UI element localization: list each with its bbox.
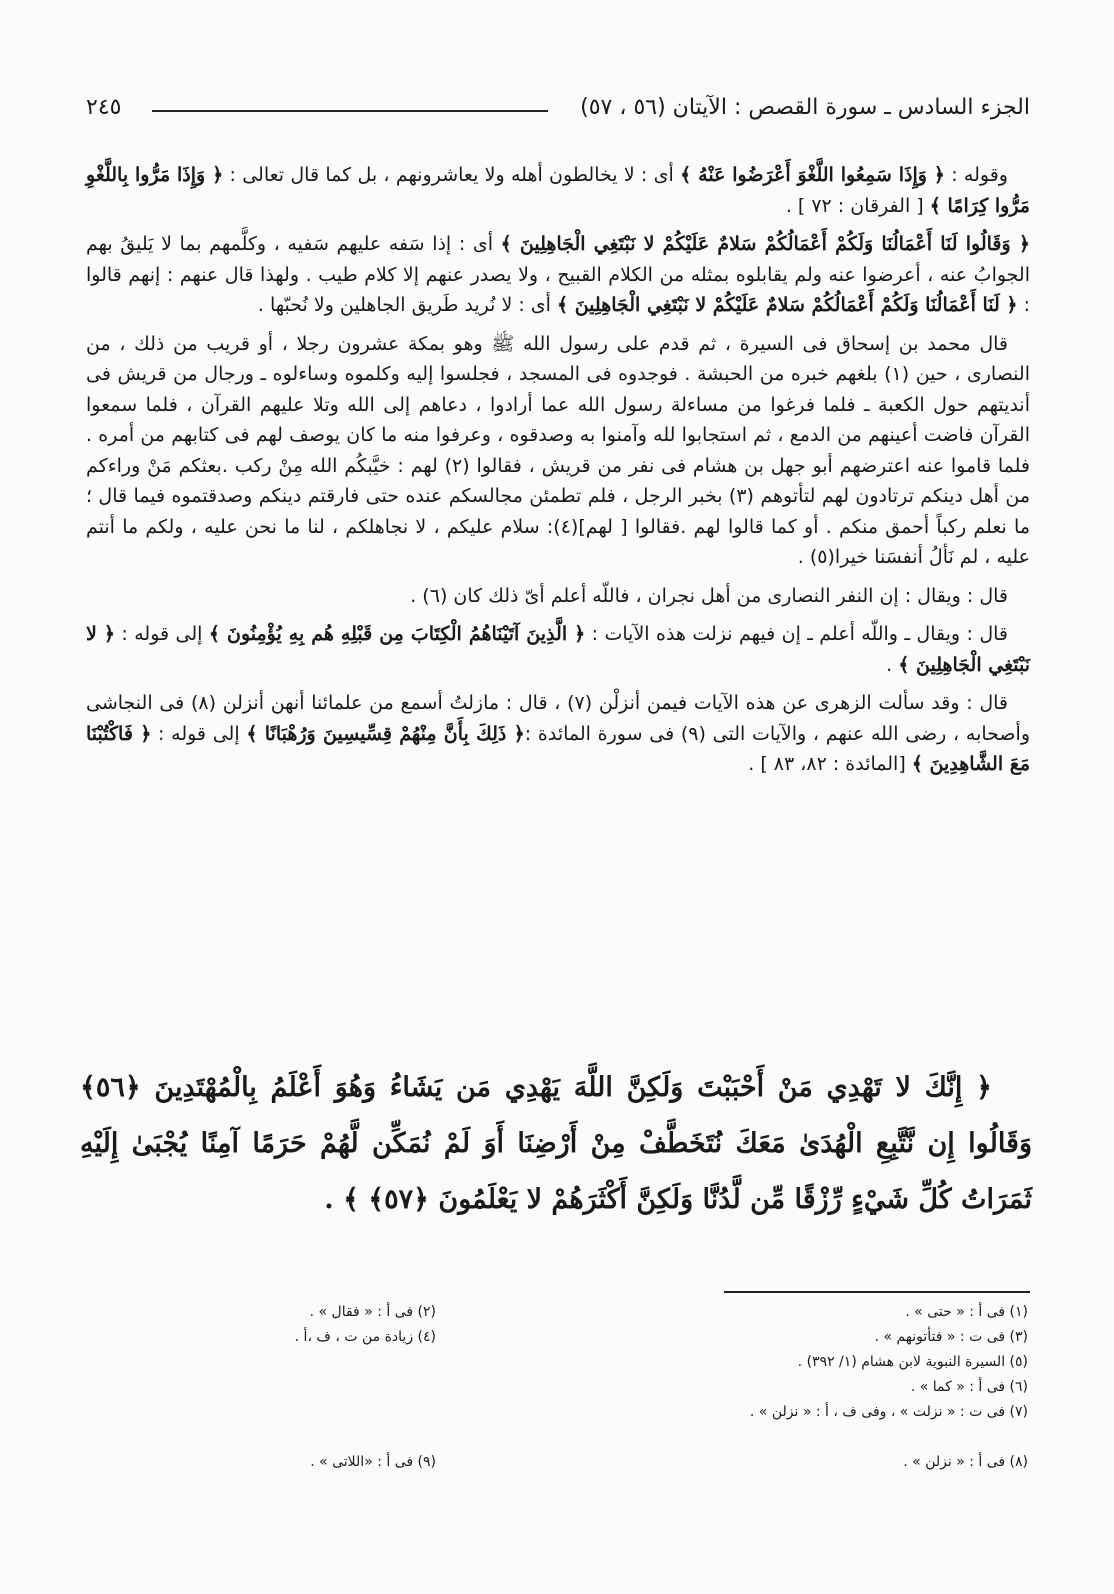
paragraph-text: [ الفرقان : ٧٢ ] . — [785, 194, 930, 217]
quran-verse-block: ﴿ إِنَّكَ لا تَهْدِي مَنْ أَحْبَبْتَ وَلَكِنَّ اللَّهَ يَهْدِي مَن يَشَاءُ وَهُوَ أَعْلَمُ بِالْمُهْتَدِينَ ﴿٥٦﴾ وَقَالُوا إِن نَّتَّبِعِ الْهُدَىٰ مَعَكَ نُتَخَطَّفْ مِنْ أَرْضِنَا أَوَ لَمْ نُمَكِّن لَّهُمْ حَرَمًا آمِنًا يُجْبَىٰ إِلَيْهِ ثَمَرَاتُ كُلِّ شَيْءٍ رِّزْقًا مِّن لَّدُنَّا وَلَكِنَّ أَكْثَرَهُمْ لا يَعْلَمُونَ ﴿٥٧﴾ ﴾ . — [80, 1072, 1032, 1215]
footnote: (٣) فى ت : « فتأتونهم » . — [874, 1329, 1028, 1345]
footnote: (٢) فى أ : « فقال » . — [309, 1304, 436, 1320]
footnote: (٩) فى أ : «اللاتى » . — [310, 1454, 436, 1470]
paragraph-p5 — [86, 619, 1030, 680]
quran-quote: ﴿ لا نَبْتَغِي الْجَاهِلِينَ ﴾ — [86, 623, 1030, 676]
paragraph-p1 — [86, 160, 1030, 221]
paragraph-p6 — [86, 688, 1030, 780]
paragraph-text: قال محمد بن إسحاق فى السيرة ، ثم قدم على رسول الله ﷺ وهو بمكة عشرون رجلا ، أو قريب من ذلك ، من النصارى ، حين (١) بلغهم خبره من الحبشة . فوجدوه فى المسجد ، فجلسوا إليه وكلموه وساءلوه ـ ورجال من قريش فى أنديتهم حول الكعبة ـ فلما فرغوا من مساءلة رسول الله عما أرادوا ، دعاهم إلى الله وتلا عليهم القرآن ، فلما سمعوا القرآن فاضت أعينهم من الدمع ، ثم استجابوا لله وآمنوا به وصدقوه ، وعرفوا منه ما كان يوصف لهم فى كتابهم من أمره . فلما قاموا عنه اعترضهم أبو جهل بن هشام فى نفر من قريش ، فقالوا (٢) لهم : خيَّبكُم الله مِنْ ركب .بعثكم مَنْ وراءكم من أهل دينكم ترتادون لهم لتأتوهم (٣) بخبر الرجل ، فلم تطمئن مجالسكم عنده حتى فارقتم دينكم وصدقتموه فيما قال ؛ ما نعلم ركباً أحمق منكم . أو كما قالوا لهم .فقالوا [ لهم](٤): سلام عليكم ، لا نجاهلكم ، لنا ما نحن عليه ، ولكم ما أنتم عليه ، لم نَألُ أنفسَنا خيرا(٥) . — [86, 332, 1031, 568]
quran-quote: ﴿ وَإِذَا مَرُّوا بِاللَّغْوِ مَرُّوا كِرَامًا ﴾ — [86, 164, 1030, 217]
paragraph-p4 — [86, 581, 1030, 612]
footnote: (٤) زيادة من ت ، ف ،أ . — [294, 1329, 436, 1345]
paragraph-text: . — [886, 653, 899, 676]
quran-quote: ﴿ لَنَا أَعْمَالُنَا وَلَكُمْ أَعْمَالُكُمْ سَلامٌ عَلَيْكُمْ لا نَبْتَغِي الْجَاهِلِينَ ﴾ — [556, 294, 1018, 316]
quran-quote: ﴿ فَاكْتُبْنَا مَعَ الشَّاهِدِينَ ﴾ — [86, 722, 1030, 775]
paragraph-text: وقوله : — [944, 164, 1008, 186]
paragraph-text: قال : ويقال : إن النفر النصارى من أهل نجران ، فاللّه أعلم أىّ ذلك كان (٦) . — [410, 584, 1008, 607]
footnote-rule — [724, 1291, 1030, 1293]
paragraph-p3 — [86, 329, 1030, 573]
footnote: (٨) فى أ : « نزلن » . — [903, 1454, 1028, 1470]
paragraph-text: إلى قوله : — [151, 722, 247, 745]
quran-quote: ﴿ وَقَالُوا لَنَا أَعْمَالُنَا وَلَكُمْ أَعْمَالُكُمْ سَلامٌ عَلَيْكُمْ لا نَبْتَغِي الْجَاهِلِينَ ﴾ — [500, 233, 1030, 255]
footnotes — [86, 1302, 1028, 1502]
paragraph-text: أى : لا يخالطون أهله ولا يعاشرونهم ، بل كما قال تعالى : — [223, 164, 681, 186]
running-header — [86, 88, 1030, 128]
page-number: ٢٤٥ — [86, 95, 122, 120]
header-rule — [152, 110, 548, 112]
commentary-body — [86, 160, 1030, 788]
paragraph-text: أى : لا نُريد طَريق الجاهلين ولا نُحبّها . — [257, 294, 557, 316]
quran-quote: ﴿ وَإِذَا سَمِعُوا اللَّغْوَ أَعْرَضُوا عَنْهُ ﴾ — [680, 164, 945, 186]
quran-quote: ﴿ ذَلِكَ بِأَنَّ مِنْهُمْ قِسِّيسِينَ وَرُهْبَانًا ﴾ — [246, 722, 525, 745]
footnote: (١) فى أ : « حتى » . — [905, 1304, 1028, 1320]
paragraph-text: قال : وقد سألت الزهرى عن هذه الآيات فيمن أنزلْن (٧) ، قال : مازلتُ أسمع من علمائنا أنهن أنزلن (٨) فى النجاشى وأصحابه ، رضى الله عنهم ، والآيات التى (٩) فى سورة المائدة : — [86, 692, 1030, 745]
paragraph-p2 — [86, 229, 1030, 321]
quran-quote: ﴿ الَّذِينَ آتَيْنَاهُمُ الْكِتَابَ مِن قَبْلِهِ هُم بِهِ يُؤْمِنُونَ ﴾ — [208, 623, 586, 645]
footnote: (٥) السيرة النبوية لابن هشام (١/ ٣٩٢) . — [797, 1354, 1028, 1370]
header-title: الجزء السادس ـ سورة القصص : الآيتان (٥٦ ، ٥٧) — [580, 95, 1030, 120]
paragraph-text: أى : إذا سَفه عليهم سَفيه ، وكلَّمهم بما لا يَليقُ بهم الجوابُ عنه ، أعرضوا عنه ولم يقابلوه بمثله من الكلام القبيح ، ولا يصدر عنهم إلا كلام طيب . ولهذا قال عنهم : إنهم قالوا : — [86, 233, 1030, 316]
paragraph-text: [المائدة : ٨٢، ٨٣ ] . — [748, 753, 912, 775]
footnote: (٦) فى أ : « كما » . — [910, 1379, 1028, 1395]
paragraph-text: إلى قوله : — [114, 623, 209, 645]
paragraph-text: قال : ويقال ـ واللّه أعلم ـ إن فيهم نزلت هذه الآيات : — [585, 623, 1008, 645]
footnote: (٧) فى ت : « نزلت » ، وفى ف ، أ : « نزلن » . — [749, 1404, 1028, 1420]
